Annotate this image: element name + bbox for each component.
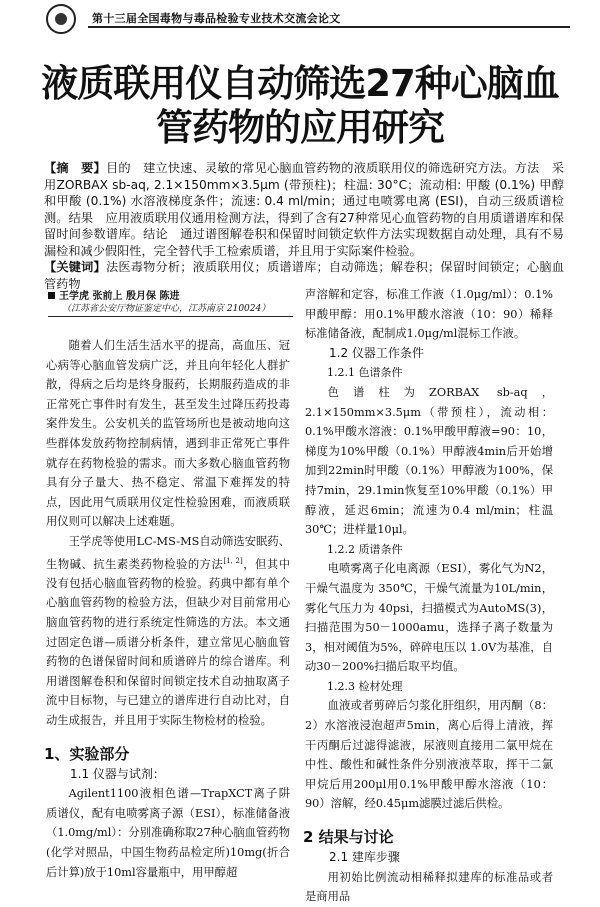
title-line-1: 液质联用仪自动筛选27种心脑血: [41, 62, 559, 105]
keywords-label: 【关键词】: [44, 260, 106, 274]
author-names: 王学虎 张前上 殷月保 陈进: [59, 291, 180, 302]
abstract-label: 【摘 要】: [44, 161, 106, 175]
square-bullet-icon: [48, 292, 55, 299]
intro-p2-text-a: 王学虎等使用LC-MS-MS自动筛选安眠药、生物碱、抗生素类药物检验的方法: [46, 534, 290, 571]
right-column: [305, 285, 553, 907]
abstract: [44, 160, 564, 292]
section-2-1-paragraph: 用初始比例流动相稀释拟建库的标准品或者是商用品: [305, 870, 553, 904]
section-1-heading: 1、实验部分: [44, 744, 130, 763]
running-header: 第十三届全国毒物与毒品检验专业技术交流会论文: [92, 12, 341, 25]
left-column: [46, 336, 290, 882]
intro-paragraph-1: 随着人们生活生活水平的提高，高血压、冠心病等心脑血管发病广泛，并且向年轻化人群扩散，得病之后均是终身服药，长期服药造成的非正常死亡事件时有发生，甚至发生过降压药投毒案件发生。公安机关的监管场所也是被动地向这些群体发放药物控制病情，遇到非正常死亡事件就存在药物检验的需求。而大多数心脑血管药物具有分子量大、热不稳定、常温下难挥发的特点，因此用气质联用仪定性检验困难，而液质联用仪则可以解决上述难题。: [46, 339, 290, 529]
sample-prep-paragraph: 血液或者剪碎后匀浆化肝组织，用丙酮（8：2）水溶液浸泡超声5min，离心后得上清液，挥干丙酮后过滤得滤液，尿液则直接用二氯甲烷在中性、酸性和碱性条件分别液液萃取，挥干二氯甲烷后用200μl用0.1%甲酸甲醇水溶液（10：90）溶解，经0.45μm滤膜过滤后供检。: [305, 699, 553, 811]
section-1-1-paragraph: Agilent1100液相色谱—TrapXCT离子阱质谱仪，配有电喷雾离子源（ESI），标准储备液（1.0mg/ml）：分别准确称取27种心脑血管药物(化学对照品，中国生物药品检定所)10mg(折合后计算)放于10ml容量瓶中，用甲醇超: [46, 787, 290, 879]
author-rule: [48, 316, 293, 317]
keywords-text: 法医毒物分析；液质联用仪；质谱谱库；自动筛选；解卷积；保留时间锁定；心脑血管药物: [44, 260, 565, 291]
section-1-2-heading: 1.2 仪器工作条件: [329, 345, 424, 360]
section-2-1-heading: 2.1 建库步骤: [329, 850, 400, 865]
ms-conditions-paragraph: 电喷雾离子化电离源（ESI），雾化气为N2，干燥气温度为 350℃，干燥气流量为10L/min，雾化气压力为 40psi，扫描模式为AutoMS(3)，扫描范围为50－1000amu，选择子离子数量为3，相对阈值为5%，碎碎电压以 1.0V为基准，自动30－200%扫描后取平均值。: [305, 562, 553, 674]
intro-paragraph-2: [46, 532, 290, 731]
section-1-1-continued: 声溶解和定容，标准工作液（1.0μg/ml）：0.1%甲酸甲醇：用0.1%甲酸水溶液（10：90）稀释标准储备液，配制成1.0μg/ml混标工作液。: [305, 288, 553, 341]
header-rule: [88, 26, 570, 28]
section-1-2-1-heading: 1.2.1 色谱条件: [327, 366, 403, 380]
abstract-text: 目的 建立快速、灵敏的常见心脑血管药物的液质联用仪的筛选研究方法。方法 采用ZORBAX sb-aq, 2.1×150mm×3.5μm (带预柱)；柱温: 30°C；流动相: 甲酸 (0.1%) 甲醇和甲酸 (0.1%) 水溶液梯度条件；流速: 0.4 ml/min；通过电喷雾电离 (ESI)，自动三级质谱检测。结果 应用液质联用仪通用检测方法，得到了含有27种常见心血管药物的自用质谱谱库和保留时间参数谱库。结论 通过谱图解卷积和保留时间锁定软件方法实现数据自动处理，具有不易漏检和减少假阳性，完全替代手工检索质谱，并且用于实际案件检验。: [44, 161, 565, 258]
citation: [1, 2]: [223, 556, 243, 565]
section-1-2-3-heading: 1.2.3 检材处理: [327, 679, 403, 693]
section-2-heading: 2 结果与讨论: [303, 828, 394, 847]
affiliation: （江苏省公安厅物证鉴定中心，江苏南京 210024）: [62, 304, 271, 314]
section-1-1-heading: 1.1 仪器与试剂：: [70, 766, 165, 781]
paper-title: [0, 62, 600, 150]
section-1-2-2-heading: 1.2.2 质谱条件: [327, 542, 403, 556]
title-line-2: 管药物的应用研究: [156, 106, 444, 149]
intro-p2-text-b: ，但其中没有包括心脑血管药物的检验。药典中都有单个心脑血管药物的检验方法，但缺少对目前常用心脑血管药物的进行系统定性筛选的方法。本文通过固定色谱—质谱分析条件，建立常见心脑血管药物的色谱保留时间和质谱碎片的综合谱库。利用谱图解卷积和保留时间锁定技术自动抽取离子流中目标物，与已建立的谱库进行自动比对，自动生成报告，并且用于实际生物检材的检验。: [46, 557, 290, 728]
authors: [48, 287, 179, 302]
chromatography-paragraph: 色谱柱为ZORBAX sb-aq，2.1×150mm×3.5μm（带预柱），流动相：0.1%甲酸水溶液：0.1%甲酸甲醇液=90：10，梯度为10%甲酸（0.1%）甲醇液4min后开始增加到22min时甲酸（0.1%）甲醇液为100%，保持7min，29.1min恢复至10%甲酸（0.1%）甲醇液，延迟6min；流速为0.4 ml/min；柱温30℃；进样量10μl。: [305, 385, 553, 537]
police-emblem-logo: [46, 4, 76, 34]
